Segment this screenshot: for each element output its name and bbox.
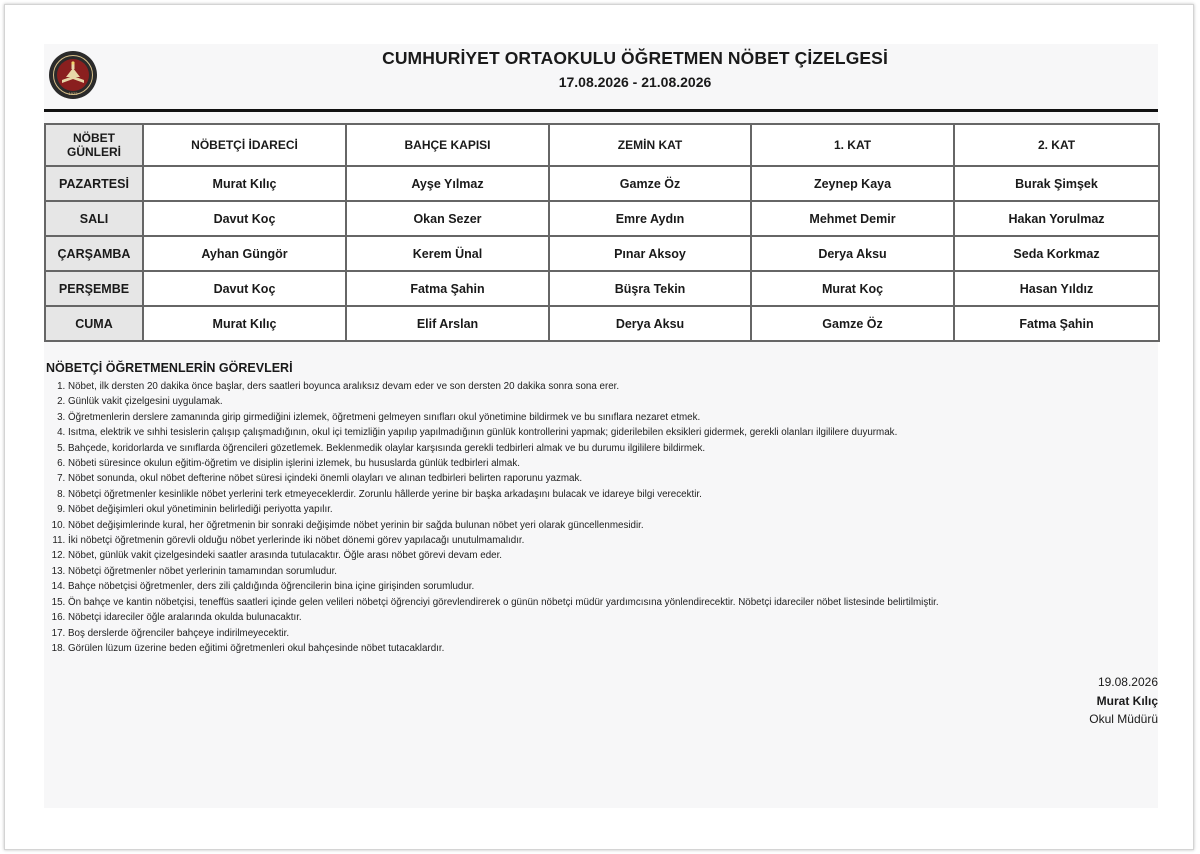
table-header-row [45,124,1159,166]
list-item: 10. Nöbet değişimlerinde kural, her öğretmenin bir sonraki değişimde nöbet yerinin bir sağda bulunan nöbet yeri olarak güncellenmesidir. [68,518,1156,533]
signature-block [1089,673,1158,729]
list-item: 18. Görülen lüzum üzerine beden eğitimi öğretmenleri okul bahçesinde nöbet tutacaklardır. [68,641,1156,656]
list-item: 13. Nöbetçi öğretmenler nöbet yerlerinin tamamından sorumludur. [68,564,1156,579]
signature-date: 19.08.2026 [1097,675,1158,689]
list-item: 7. Nöbet sonunda, okul nöbet defterine nöbet süresi içindeki önemli olayları ve alınan tedbirleri belirten raporunu yazmak. [68,471,1156,486]
table-row [45,236,1159,271]
list-item: 12. Nöbet, günlük vakit çizelgesindeki saatler arasında tutulacaktır. Öğle arası nöbet görevi devam eder. [68,548,1156,563]
day-cell: ÇARŞAMBA [45,236,143,271]
teacher-cell: Murat Koç [751,271,954,306]
signer-name: Murat Kılıç [1096,693,1158,708]
table-row [45,306,1159,341]
list-item: 5. Bahçede, koridorlarda ve sınıflarda öğrencileri gözetlemek. Beklenmedik olaylar karşısında gerekli tedbirleri almak ve bu durumu ilgililere bildirmek. [68,441,1156,456]
list-item: 17. Boş derslerde öğrenciler bahçeye indirilmeyecektir. [68,626,1156,641]
list-item: 1. Nöbet, ilk dersten 20 dakika önce başlar, ders saatleri boyunca aralıksız devam eder ve son dersten 20 dakika sonra sona erer. [68,379,1156,394]
day-cell: PERŞEMBE [45,271,143,306]
teacher-cell: Davut Koç [143,271,346,306]
table-row [45,166,1159,201]
list-item: 16. Nöbetçi idareciler öğle aralarında okulda bulunacaktır. [68,610,1156,625]
signer-role: Okul Müdürü [1089,712,1158,726]
column-header: BAHÇE KAPISI [346,124,549,166]
teacher-cell: Gamze Öz [549,166,751,201]
list-item: 15. Ön bahçe ve kantin nöbetçisi, teneffüs saatleri içinde gelen velileri nöbetçi öğrenciyi görevlendirerek o günün nöbetçi müdür yardımcısına yönlendirecektir. Nöbetçi idareciler nöbet listesinde belirtilmiştir. [68,595,1156,610]
day-cell: PAZARTESİ [45,166,143,201]
teacher-cell: Murat Kılıç [143,166,346,201]
teacher-cell: Seda Korkmaz [954,236,1159,271]
table-row [45,201,1159,236]
teacher-cell: Fatma Şahin [954,306,1159,341]
column-header: 1. KAT [751,124,954,166]
teacher-cell: Emre Aydın [549,201,751,236]
duties-heading: NÖBETÇİ ÖĞRETMENLERİN GÖREVLERİ [46,361,293,375]
teacher-cell: Hasan Yıldız [954,271,1159,306]
list-item: 9. Nöbet değişimleri okul yönetiminin belirlediği periyotta yapılır. [68,502,1156,517]
teacher-cell: Derya Aksu [549,306,751,341]
teacher-cell: Hakan Yorulmaz [954,201,1159,236]
teacher-cell: Murat Kılıç [143,306,346,341]
page-title: CUMHURİYET ORTAOKULU ÖĞRETMEN NÖBET ÇİZELGESİ [382,48,888,68]
title-divider [44,109,1158,112]
school-seal-icon [48,50,98,100]
teacher-cell: Ayşe Yılmaz [346,166,549,201]
list-item: 14. Bahçe nöbetçisi öğretmenler, ders zili çaldığında öğrencilerin bina içine girişinden sorumludur. [68,579,1156,594]
teacher-cell: Elif Arslan [346,306,549,341]
day-cell: SALI [45,201,143,236]
teacher-cell: Mehmet Demir [751,201,954,236]
date-range: 17.08.2026 - 21.08.2026 [558,74,712,90]
teacher-cell: Büşra Tekin [549,271,751,306]
teacher-cell: Okan Sezer [346,201,549,236]
column-header: 2. KAT [954,124,1159,166]
teacher-cell: Fatma Şahin [346,271,549,306]
teacher-cell: Kerem Ünal [346,236,549,271]
list-item: 2. Günlük vakit çizelgesini uygulamak. [68,394,1156,409]
teacher-cell: Ayhan Güngör [143,236,346,271]
list-item: 4. Isıtma, elektrik ve sıhhi tesislerin çalışıp çalışmadığının, okul içi temizliğin yapılıp yapılmadığının günlük kontrollerini yapmak; giderilebilen eksikleri gidermek, gerekli olanları ilgililere duyurmak. [68,425,1156,440]
teacher-cell: Gamze Öz [751,306,954,341]
teacher-cell: Burak Şimşek [954,166,1159,201]
svg-text:1923: 1923 [68,91,78,96]
teacher-cell: Davut Koç [143,201,346,236]
column-header: NÖBET GÜNLERİ [45,124,143,166]
duty-schedule-table [44,123,1160,342]
list-item: 8. Nöbetçi öğretmenler kesinlikle nöbet yerlerini terk etmeyeceklerdir. Zorunlu hâllerde yerine bir başka arkadaşını bulacak ve idareye bilgi verecektir. [68,487,1156,502]
column-header: NÖBETÇİ İDARECİ [143,124,346,166]
day-cell: CUMA [45,306,143,341]
list-item: 3. Öğretmenlerin derslere zamanında girip girmediğini izlemek, öğretmeni gelmeyen sınıfları okul yönetimine bildirmek ve bu sınıflara nezaret etmek. [68,410,1156,425]
list-item: 6. Nöbeti süresince okulun eğitim-öğretim ve disiplin işlerini izlemek, bu hususlarda günlük tedbirleri almak. [68,456,1156,471]
teacher-cell: Derya Aksu [751,236,954,271]
duties-list [46,379,1156,656]
column-header: ZEMİN KAT [549,124,751,166]
teacher-cell: Zeynep Kaya [751,166,954,201]
table-row [45,271,1159,306]
list-item: 11. İki nöbetçi öğretmenin görevli olduğu nöbet yerlerinde iki nöbet dönemi görev yapılacağı unutulmamalıdır. [68,533,1156,548]
teacher-cell: Pınar Aksoy [549,236,751,271]
